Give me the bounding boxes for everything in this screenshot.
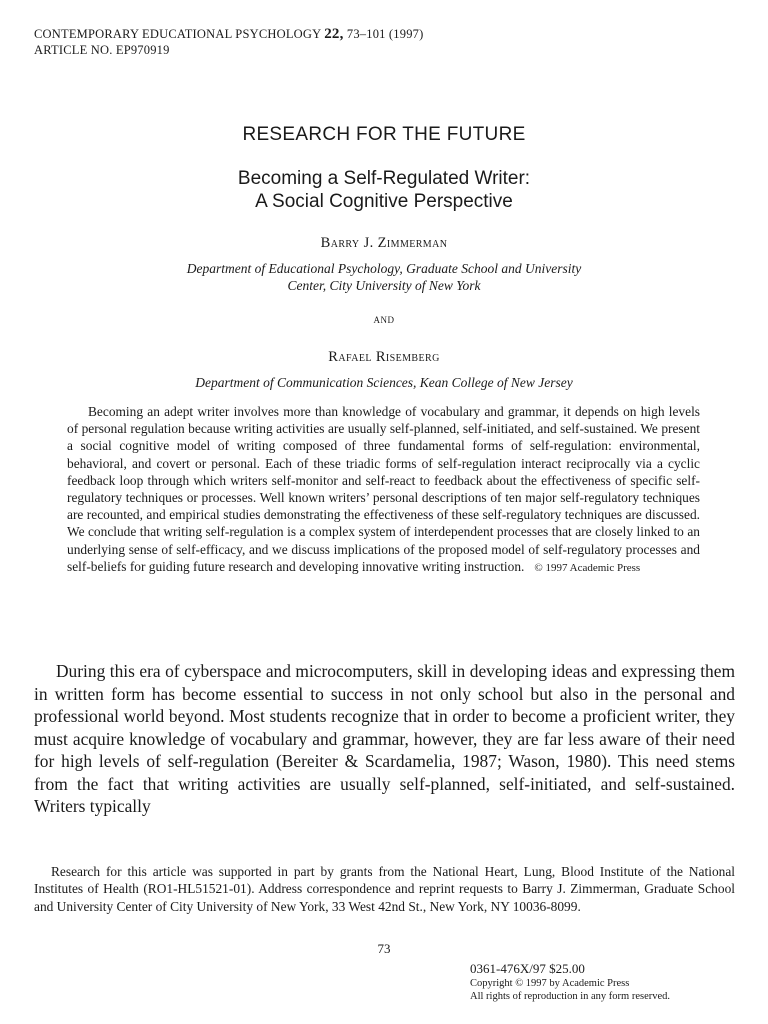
footnote: Research for this article was supported in part by grants from the National Heart, Lung, Blood Institute of the National Institutes of Health (RO1-HL51521-01). Address correspondence and reprint requests to Barry J. Zimmerman, Graduate School and University Center of City University of New York, 33 West 42nd St., New York, NY 10036-8099. xyxy=(34,864,735,914)
article-title-line-1: Becoming a Self-Regulated Writer: xyxy=(237,168,531,189)
author-1-affiliation-line-1: Department of Educational Psychology, Graduate School and University xyxy=(186,261,582,276)
journal-pages-year: 73–101 (1997) xyxy=(346,27,424,41)
author-1-name: Barry J. Zimmerman xyxy=(320,235,448,251)
journal-header xyxy=(34,26,423,42)
journal-name: CONTEMPORARY EDUCATIONAL PSYCHOLOGY xyxy=(34,27,321,41)
copyright-line: Copyright © 1997 by Academic Press xyxy=(470,978,630,989)
article-number: EP970919 xyxy=(115,43,170,57)
abstract-text: Becoming an adept writer involves more than knowledge of vocabulary and grammar, it depends on high levels of personal regulation because writing activities are usually self-planned, self-initiated, and self-sustained. We present a social cognitive model of writing composed of three fundamental forms of self-regulation: environmental, behavioral, and covert or personal. Each of these triadic forms of self-regulation interact reciprocally via a cyclic feedback loop through which writers self-monitor and self-react to feedback about the effectiveness of specific self-regulatory techniques or processes. Well known writers’ personal descriptions of ten major self-regulatory techniques are recounted, and empirical studies demonstrating the effectiveness of these self-regulatory techniques are discussed. We conclude that writing self-regulation is a complex system of interdependent processes that are closely linked to an underlying sense of self-efficacy, and we discuss implications of the proposed model of self-regulatory processes and self-beliefs for guiding future research and developing innovative writing instruction. xyxy=(67,404,700,574)
article-number-line xyxy=(34,42,170,58)
page-number: 73 xyxy=(377,941,391,956)
issn-price: 0361-476X/97 $25.00 xyxy=(470,961,585,976)
journal-volume: 22, xyxy=(324,26,344,42)
author-2-affiliation: Department of Communication Sciences, Kean College of New Jersey xyxy=(195,375,573,390)
abstract xyxy=(67,403,700,577)
author-2-name: Rafael Risemberg xyxy=(328,349,440,365)
article-title xyxy=(0,167,768,213)
author-1-affiliation xyxy=(0,261,768,294)
and-separator: and xyxy=(373,311,395,326)
article-title-line-2: A Social Cognitive Perspective xyxy=(255,191,513,212)
rights-line: All rights of reproduction in any form reserved. xyxy=(470,991,671,1002)
body-paragraph: During this era of cyberspace and microcomputers, skill in developing ideas and expressing them in written form has become essential to success in not only school but also in the personal and professional world beyond. Most students recognize that in order to become a proficient writer, they must acquire knowledge of vocabulary and grammar, however, they are far less aware of their need for high levels of self-regulation (Bereiter & Scardamelia, 1987; Wason, 1980). This need stems from the fact that writing activities are usually self-planned, self-initiated, and self-sustained. Writers typically xyxy=(34,661,735,816)
section-title: RESEARCH FOR THE FUTURE xyxy=(242,124,526,145)
article-label: ARTICLE NO. xyxy=(34,43,113,57)
author-1-affiliation-line-2: Center, City University of New York xyxy=(287,277,481,293)
abstract-copyright: © 1997 Academic Press xyxy=(534,561,641,574)
